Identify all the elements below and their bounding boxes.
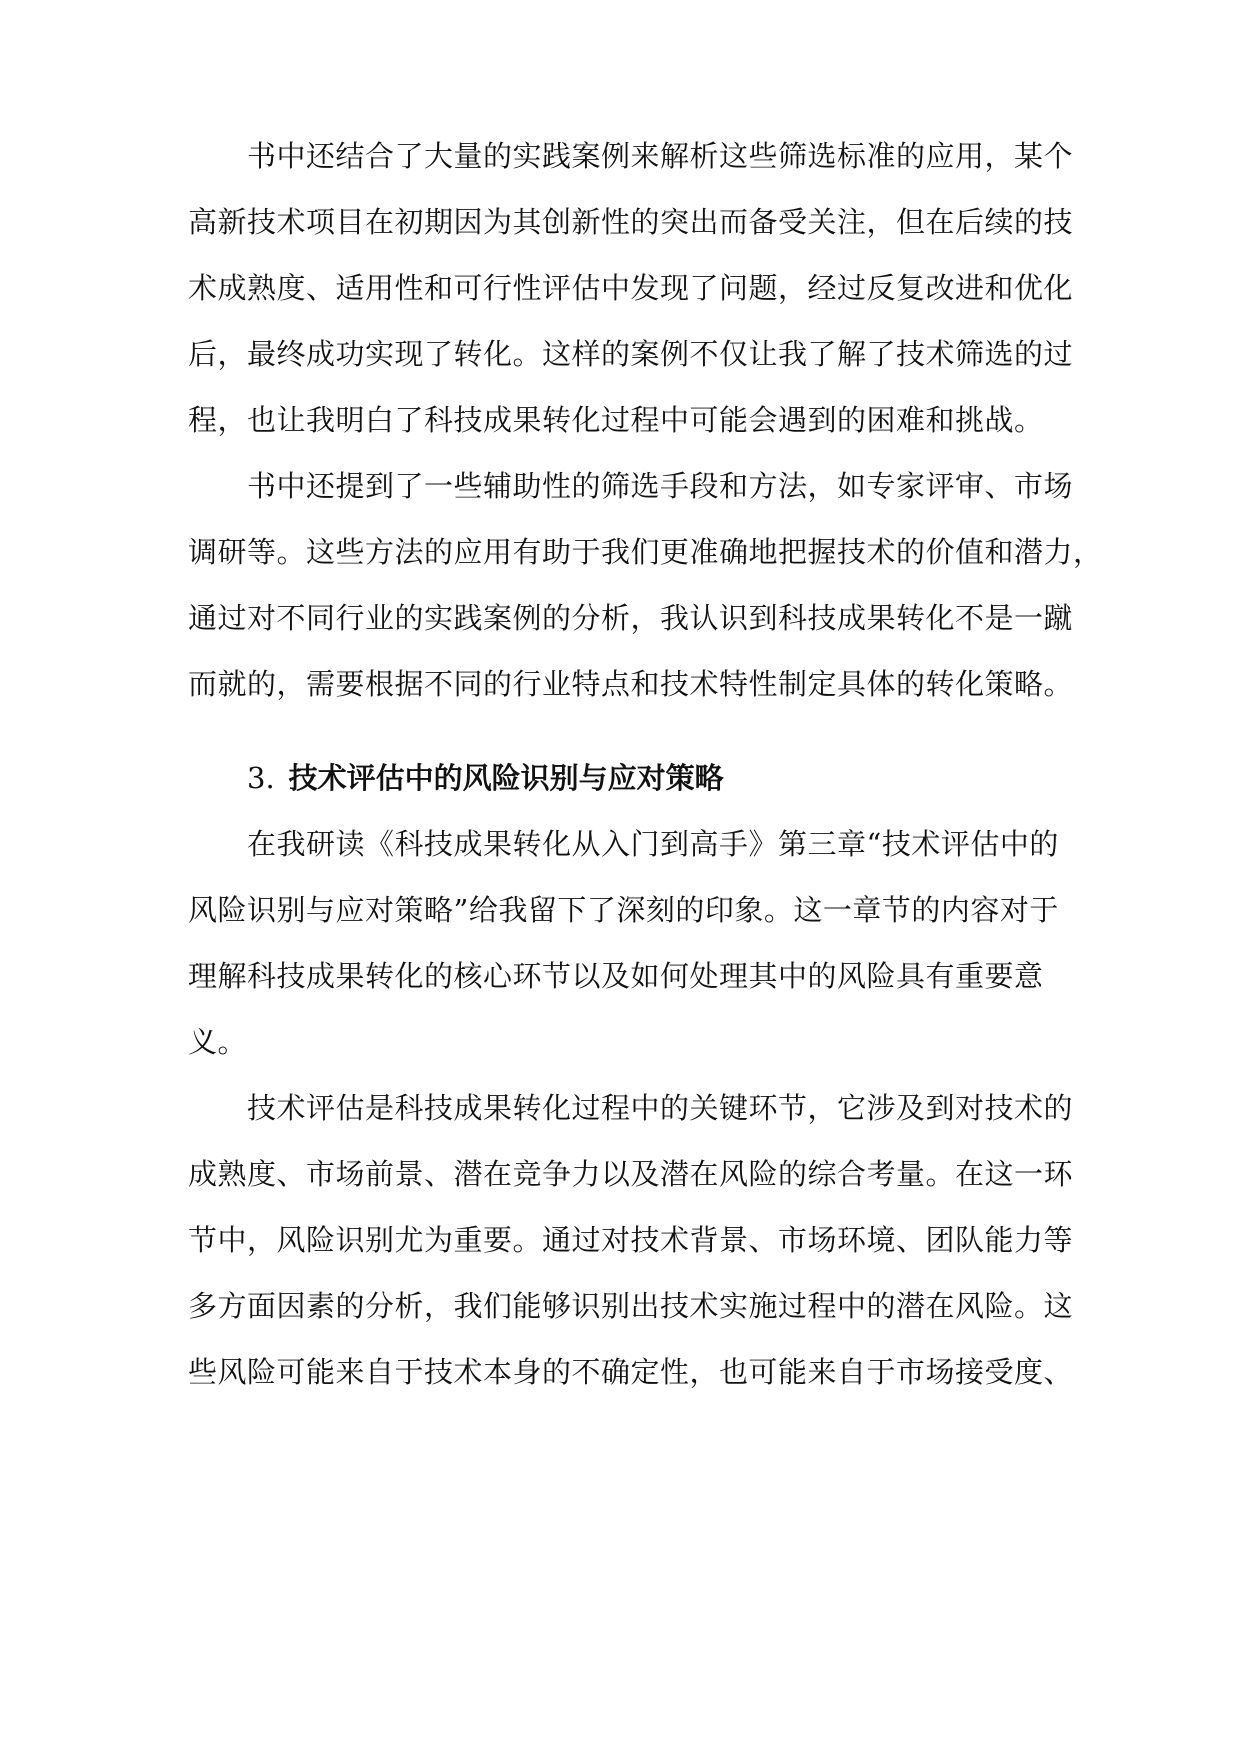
text-line: 高新技术项目在初期因为其创新性的突出而备受关注，但在后续的技 (188, 205, 1074, 239)
text-line: 节中，风险识别尤为重要。通过对技术背景、市场环境、团队能力等 (188, 1223, 1074, 1257)
text-line: 理解科技成果转化的核心环节以及如何处理其中的风险具有重要意 (188, 959, 1044, 993)
text-line: 风险识别与应对策略”给我留下了深刻的印象。这一章节的内容对于 (188, 893, 1059, 927)
text-line: 书中还结合了大量的实践案例来解析这些筛选标准的应用，某个 (247, 139, 1074, 173)
text-line: 在我研读《科技成果转化从入门到高手》第三章“技术评估中的 (247, 827, 1059, 861)
section-number: 3. (247, 761, 275, 795)
text-line: 术成熟度、适用性和可行性评估中发现了问题，经过反复改进和优化 (188, 271, 1074, 305)
text-line: 调研等。这些方法的应用有助于我们更准确地把握技术的价值和潜力， (188, 535, 1103, 569)
text-line: 义。 (188, 1025, 248, 1059)
text-line: 些风险可能来自于技术本身的不确定性，也可能来自于市场接受度、 (188, 1355, 1074, 1389)
text-line: 多方面因素的分析，我们能够识别出技术实施过程中的潜在风险。这 (188, 1289, 1074, 1323)
section-title: 技术评估中的风险识别与应对策略 (288, 761, 724, 795)
text-line: 程，也让我明白了科技成果转化过程中可能会遇到的困难和挑战。 (188, 403, 1044, 437)
text-line: 后，最终成功实现了转化。这样的案例不仅让我了解了技术筛选的过 (188, 337, 1074, 371)
text-line: 技术评估是科技成果转化过程中的关键环节，它涉及到对技术的 (247, 1091, 1074, 1125)
text-line: 书中还提到了一些辅助性的筛选手段和方法，如专家评审、市场 (247, 469, 1074, 503)
text-line: 成熟度、市场前景、潜在竞争力以及潜在风险的综合考量。在这一环 (188, 1157, 1074, 1191)
text-line: 而就的，需要根据不同的行业特点和技术特性制定具体的转化策略。 (188, 667, 1074, 701)
text-line: 通过对不同行业的实践案例的分析，我认识到科技成果转化不是一蹴 (188, 601, 1074, 635)
section-heading (247, 760, 724, 796)
